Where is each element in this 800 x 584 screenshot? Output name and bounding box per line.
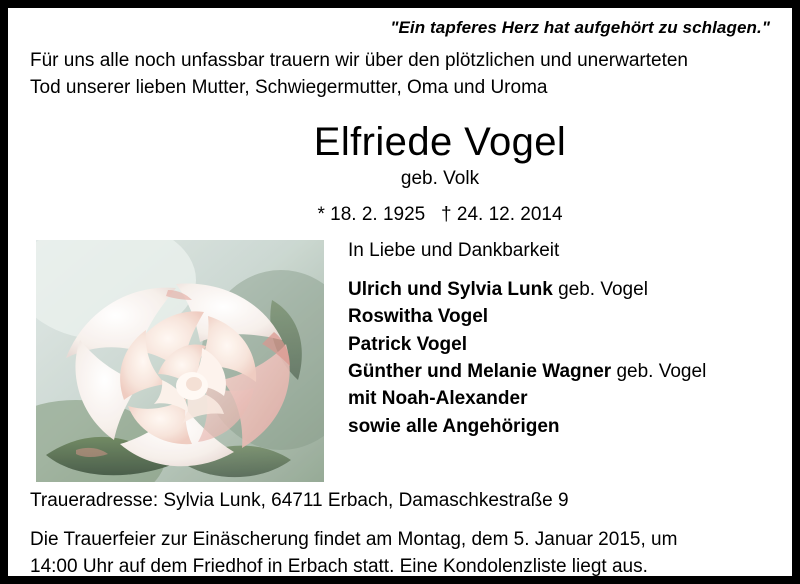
family-member-name: Ulrich und Sylvia Lunk xyxy=(348,278,553,300)
gratitude-text: In Liebe und Dankbarkeit xyxy=(348,239,560,261)
deceased-name: Elfriede Vogel xyxy=(313,119,567,164)
notice-body xyxy=(26,240,774,482)
family-member-name: sowie alle Angehörigen xyxy=(348,415,560,437)
epitaph-quote: "Ein tapferes Herz hat aufgehört zu schlagen." xyxy=(390,18,770,37)
family-member-name: Günther und Melanie Wagner xyxy=(348,361,612,383)
rose-photograph xyxy=(36,240,324,482)
family-member-name: Roswitha Vogel xyxy=(348,306,489,328)
intro-line-2: Tod unserer lieben Mutter, Schwiegermutter, Oma und Uroma xyxy=(30,76,548,98)
family-member-line xyxy=(348,413,778,440)
family-block xyxy=(348,240,778,440)
mourning-address: Traueradresse: Sylvia Lunk, 64711 Erbach, Damaschkestraße 9 xyxy=(30,489,569,511)
deceased-maiden-name: geb. Volk xyxy=(400,167,480,189)
family-member-line xyxy=(348,358,778,385)
family-member-name: mit Noah-Alexander xyxy=(348,388,528,410)
funeral-details-line-1: Die Trauerfeier zur Einäscherung findet am Montag, dem 5. Januar 2015, um xyxy=(30,528,678,550)
family-member-line xyxy=(348,385,778,412)
family-member-line xyxy=(348,303,778,330)
notice-content xyxy=(8,8,792,576)
funeral-details-line-2: 14:00 Uhr auf dem Friedhof in Erbach statt. Eine Kondolenzliste liegt aus. xyxy=(30,556,648,578)
family-member-name: Patrick Vogel xyxy=(348,333,467,355)
funeral-details xyxy=(30,526,774,581)
intro-text xyxy=(30,48,774,102)
family-member-suffix: geb. Vogel xyxy=(611,361,707,383)
family-member-line xyxy=(348,276,778,303)
birth-death-dates: * 18. 2. 1925 † 24. 12. 2014 xyxy=(317,203,563,225)
intro-line-1: Für uns alle noch unfassbar trauern wir über den plötzlichen und unerwarteten xyxy=(30,50,688,71)
family-member-suffix: geb. Vogel xyxy=(552,278,648,300)
family-member-line xyxy=(348,331,778,358)
